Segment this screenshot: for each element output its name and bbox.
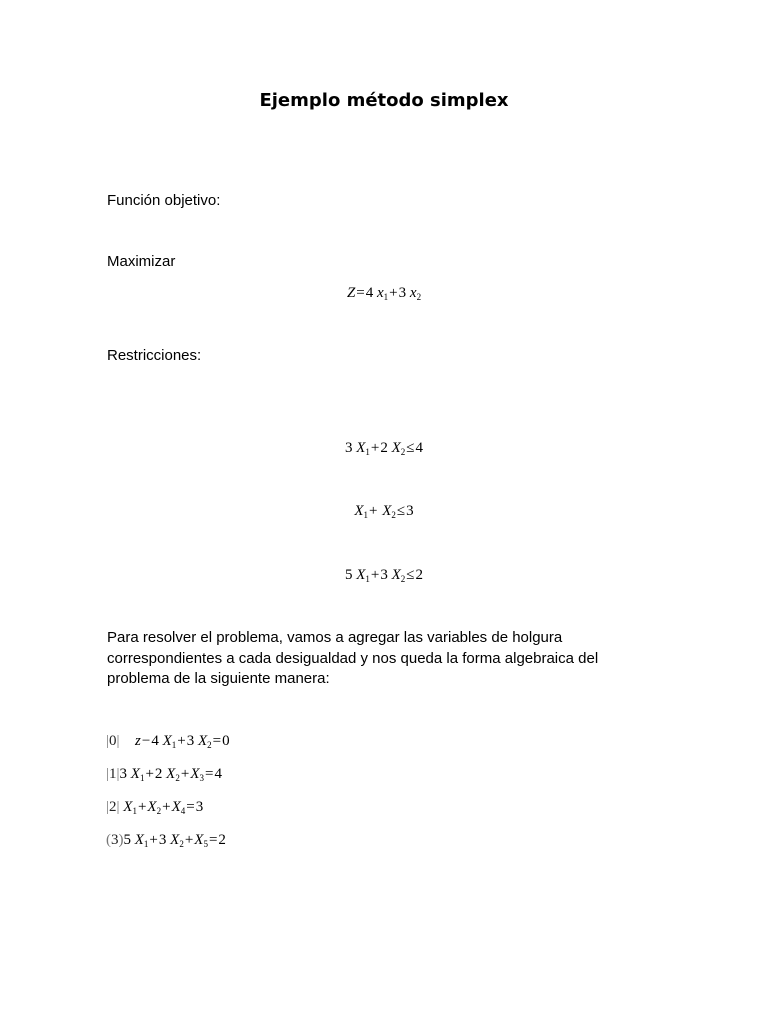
equation-sub: 2 <box>207 740 212 750</box>
equation-var: X <box>170 832 180 848</box>
constraint-var: X <box>356 567 366 583</box>
equation-0 <box>106 731 230 751</box>
constraint-3 <box>0 565 768 585</box>
objective-label: Función objetivo: <box>107 192 221 209</box>
constraint-sub: 1 <box>365 574 370 584</box>
constraint-var: X <box>391 440 401 456</box>
objective-var-2: x <box>409 285 417 301</box>
equation-coef: 2 <box>154 766 163 782</box>
constraint-var: X <box>382 503 392 519</box>
equation-label: (3) <box>106 832 124 848</box>
equation-rhs: 0 <box>222 733 230 749</box>
equation-var: X <box>162 733 172 749</box>
equation-sub: 5 <box>203 839 208 849</box>
constraint-sub: 1 <box>365 447 370 457</box>
objective-sub-1: 1 <box>383 292 389 302</box>
equation-1 <box>106 764 222 784</box>
equation-var: X <box>171 799 181 815</box>
equation-var: X <box>194 832 204 848</box>
equation-label: |1| <box>106 766 120 782</box>
constraint-coef: 3 <box>380 567 388 583</box>
constraint-plus: + <box>370 567 380 583</box>
equation-coef: 3 <box>119 766 128 782</box>
constraint-plus: + <box>370 440 380 456</box>
equation-sub: 2 <box>179 839 184 849</box>
constraint-rhs: 2 <box>415 567 424 583</box>
objective-eq: = <box>356 285 365 301</box>
equation-coef: 5 <box>123 832 131 848</box>
equation-label: |0| <box>106 733 120 749</box>
equation-rhs: 2 <box>218 832 226 848</box>
equation-sub: 2 <box>175 773 180 783</box>
constraints-label: Restricciones: <box>107 347 202 364</box>
equation-sub: 1 <box>171 740 177 750</box>
constraint-var: X <box>354 503 364 519</box>
equation-equals: = <box>186 799 195 815</box>
equation-plus: + <box>177 733 186 749</box>
equation-sub: 2 <box>156 806 162 816</box>
explanation-paragraph: Para resolver el problema, vamos a agregar las variables de holgura correspondientes a cada desigualdad y nos queda la forma algebraica del problema de la siguiente manera: <box>107 629 599 687</box>
equation-2 <box>106 797 203 817</box>
objective-plus: + <box>389 285 398 301</box>
equation-sub: 4 <box>180 806 186 816</box>
equation-plus: + <box>180 766 190 782</box>
equation-plus: + <box>184 832 194 848</box>
equation-var: X <box>190 766 200 782</box>
objective-var-1: x <box>377 285 384 301</box>
equation-plus: + <box>149 832 158 848</box>
constraint-relation: ≤ <box>406 567 415 583</box>
equation-sub: 3 <box>199 773 204 783</box>
equation-label: |2| <box>106 799 120 815</box>
equation-rhs: 3 <box>195 799 204 815</box>
constraint-plus: + <box>369 503 378 519</box>
objective-sub-2: 2 <box>416 292 422 302</box>
equation-coef: 4 <box>151 733 159 749</box>
page-title: Ejemplo método simplex <box>259 90 509 111</box>
constraint-1 <box>0 438 768 458</box>
constraint-var: X <box>391 567 401 583</box>
constraint-sub: 1 <box>363 510 369 520</box>
constraint-coef: 2 <box>380 440 388 456</box>
equation-coef: 3 <box>158 832 167 848</box>
constraint-rhs: 3 <box>406 503 414 519</box>
constraint-coef: 5 <box>344 567 353 583</box>
constraint-relation: ≤ <box>396 503 406 519</box>
constraint-rhs: 4 <box>415 440 424 456</box>
maximize-label: Maximizar <box>107 253 176 270</box>
equation-sub: 1 <box>139 773 145 783</box>
equation-3 <box>106 830 226 850</box>
constraint-sub: 2 <box>400 574 406 584</box>
objective-coef-2: 3 <box>398 285 407 301</box>
constraint-coef: 3 <box>344 440 353 456</box>
objective-coef-1: 4 <box>365 285 374 301</box>
equation-var: X <box>166 766 176 782</box>
equation-coef: 3 <box>186 733 195 749</box>
constraint-2 <box>0 501 768 521</box>
constraint-relation: ≤ <box>406 440 415 456</box>
constraint-sub: 2 <box>400 447 406 457</box>
equation-plus: + <box>137 799 147 815</box>
equation-plus: + <box>162 799 171 815</box>
equation-var: X <box>134 832 144 848</box>
equation-var: X <box>147 799 157 815</box>
equation-equals: = <box>212 733 222 749</box>
equation-var: X <box>123 799 133 815</box>
equation-rhs: 4 <box>214 766 222 782</box>
objective-lhs: Z <box>346 285 356 301</box>
objective-equation <box>0 283 768 303</box>
equation-equals: = <box>208 832 218 848</box>
equation-sub: 1 <box>132 806 137 816</box>
constraint-var: X <box>356 440 366 456</box>
equation-minus: − <box>141 733 151 749</box>
equation-equals: = <box>204 766 214 782</box>
equation-var: X <box>197 733 208 749</box>
equation-var: X <box>130 766 140 782</box>
equation-plus: + <box>145 766 154 782</box>
equation-var-z: z <box>135 733 141 749</box>
equation-sub: 1 <box>143 839 149 849</box>
constraint-sub: 2 <box>391 510 396 520</box>
